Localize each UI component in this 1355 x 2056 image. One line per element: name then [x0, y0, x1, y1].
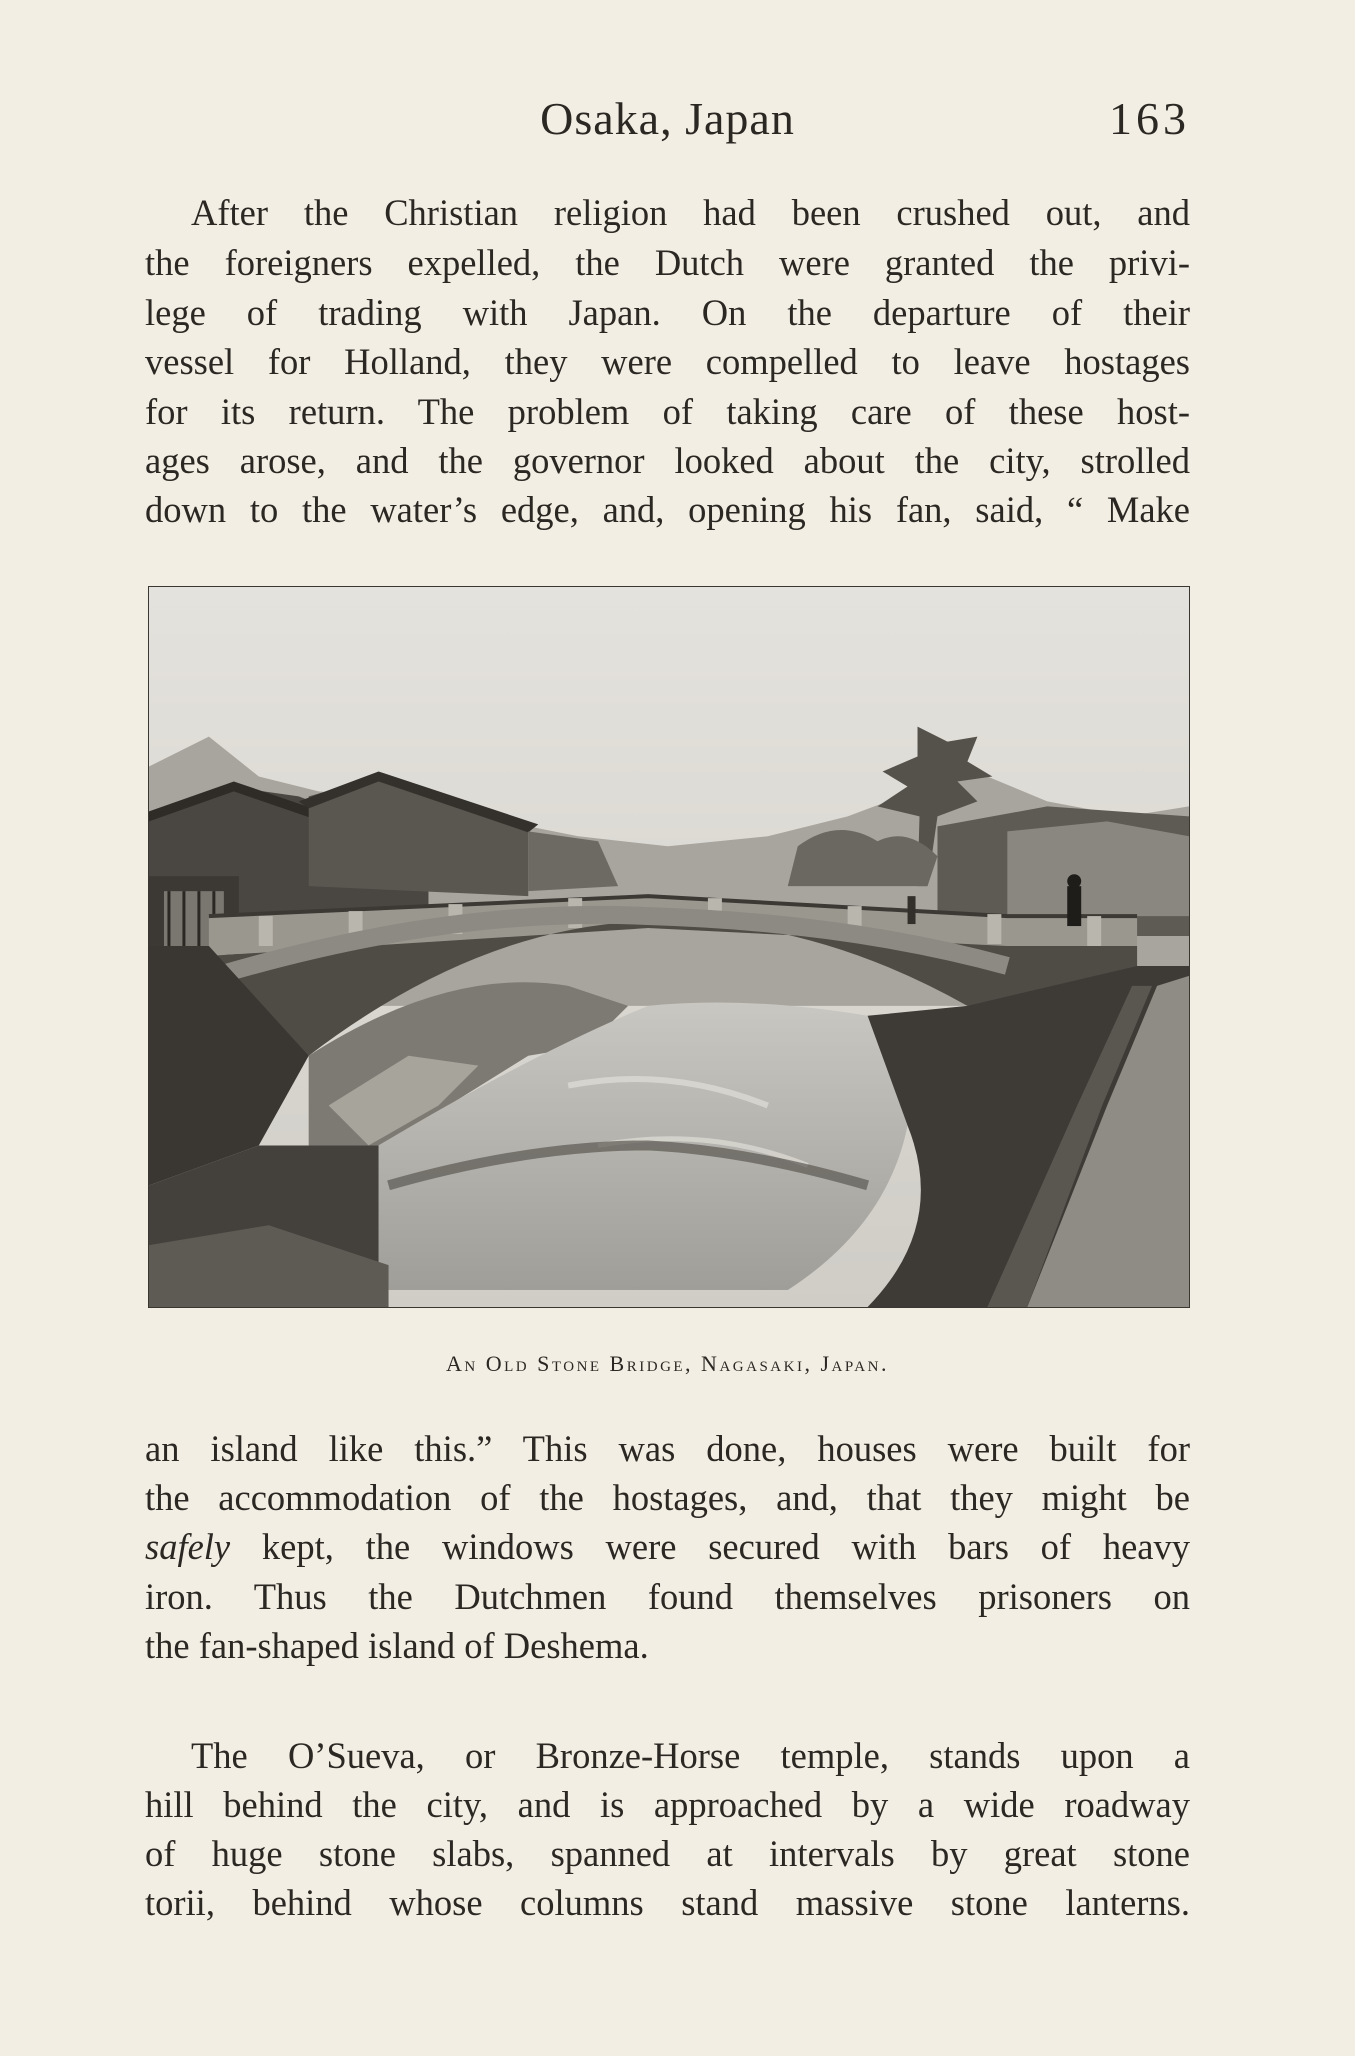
paragraph-line: the accommodation of the hostages, and, that they might be	[145, 1477, 1190, 1518]
running-title: Osaka, Japan	[540, 93, 795, 144]
paragraph-line: the foreigners expelled, the Dutch were granted the privi-	[145, 242, 1190, 283]
figure-caption: An Old Stone Bridge, Nagasaki, Japan.	[446, 1351, 889, 1376]
paragraph-line: vessel for Holland, they were compelled to leave hostages	[145, 341, 1190, 382]
paragraph-line: The O’Sueva, or Bronze-Horse temple, stands upon a	[191, 1735, 1190, 1776]
running-header	[145, 92, 1190, 152]
paragraph-line: for its return. The problem of taking care of these host-	[145, 391, 1190, 432]
page-number: 163	[1109, 93, 1190, 144]
paragraph-line: iron. Thus the Dutchmen found themselves prisoners on	[145, 1576, 1190, 1617]
paragraph-line: an island like this.” This was done, houses were built for	[145, 1428, 1190, 1469]
paragraph-line: of huge stone slabs, spanned at intervals by great stone	[145, 1833, 1190, 1874]
paragraph-line: ages arose, and the governor looked about the city, strolled	[145, 440, 1190, 481]
paragraph-line: torii, behind whose columns stand massive stone lanterns.	[145, 1882, 1190, 1923]
paragraph-line: down to the water’s edge, and, opening his fan, said, “ Make	[145, 489, 1190, 530]
italic-word: safely	[145, 1526, 231, 1567]
paragraph-line: hill behind the city, and is approached by a wide roadway	[145, 1784, 1190, 1825]
paragraph-line: After the Christian religion had been crushed out, and	[191, 192, 1190, 233]
bridge-photograph	[148, 586, 1190, 1308]
bridge-photo-illustration	[149, 587, 1189, 1307]
paragraph-line-rest: kept, the windows were secured with bars of heavy	[230, 1526, 1190, 1567]
paragraph-line: lege of trading with Japan. On the departure of their	[145, 292, 1190, 333]
paragraph-line: the fan-shaped island of Deshema.	[145, 1625, 649, 1666]
paragraph-line-with-italic	[145, 1522, 1190, 1572]
